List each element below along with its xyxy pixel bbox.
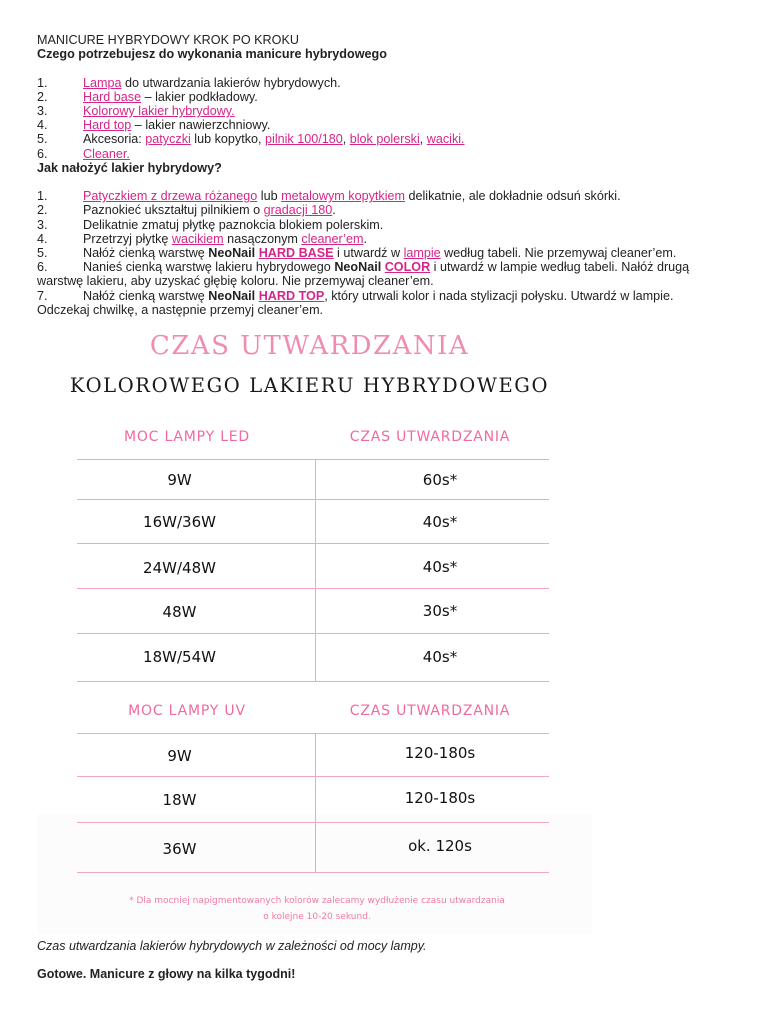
table-divider [77, 543, 549, 544]
led-power-cell: 24W/48W [143, 559, 216, 577]
item-text: – lakier podkładowy. [141, 89, 258, 104]
led-time-cell: 40s* [422, 513, 458, 531]
step-number: 4. [37, 231, 48, 246]
step-number: 7. [37, 288, 48, 303]
step [37, 218, 737, 232]
item-text: Akcesoria: [83, 132, 146, 147]
curing-time-infographic [37, 326, 597, 936]
needs-item [37, 118, 737, 132]
uv-time-cell: 120-180s [404, 789, 476, 807]
step [37, 289, 727, 317]
item-text: , [419, 132, 427, 147]
step-number: 6. [37, 260, 48, 275]
footnote-line: o kolejne 10-20 sekund. [263, 912, 371, 922]
step [37, 203, 737, 217]
step-text: i utwardź w lampie według tabeli. Nałóż drugą warstwę lakieru, aby uzyskać głębię koloru. Nie przemywaj cleaner’em. [37, 260, 690, 289]
uv-time-cell: ok. 120s [408, 837, 472, 855]
led-power-cell: 18W/54W [143, 648, 216, 666]
link-cleanerem[interactable]: cleaner’em [301, 231, 364, 246]
brand-text: NeoNail [334, 260, 385, 275]
footnote-line: * Dla mocniej napigmentowanych kolorów zalecamy wydłużenie czasu utwardzania [129, 896, 505, 906]
table-column-divider [315, 459, 316, 681]
step-text: nasączonym [223, 231, 302, 246]
needs-item [37, 104, 737, 118]
step-text: Delikatnie zmatuj płytkę paznokcia blokiem polerskim. [83, 217, 384, 232]
step-text: Nałóż cienką warstwę [83, 288, 209, 303]
table-divider [77, 499, 549, 500]
step [37, 260, 727, 288]
how-title: Jak nałożyć lakier hybrydowy? [37, 160, 222, 175]
led-power-header: MOC LAMPY LED [123, 429, 251, 445]
link-patyczkiem[interactable]: Patyczkiem z drzewa różanego [83, 189, 258, 204]
item-text: , [342, 132, 350, 147]
led-power-cell: 48W [162, 603, 197, 621]
uv-power-cell: 18W [162, 791, 197, 809]
link-wacikiem[interactable]: wacikiem [171, 231, 224, 246]
step-number: 5. [37, 246, 48, 261]
item-number: 3. [37, 104, 48, 118]
footnote [92, 893, 542, 925]
item-number: 2. [37, 89, 48, 104]
link-blok-polerski[interactable]: blok polerski [349, 132, 420, 147]
led-time-cell: 40s* [422, 648, 458, 666]
led-time-cell: 30s* [422, 602, 458, 620]
step-text: Paznokieć ukształtuj pilnikiem o [83, 203, 264, 218]
step-text: Przetrzyj płytkę [83, 231, 172, 246]
step [37, 246, 737, 260]
table-divider [77, 872, 549, 873]
needs-item [37, 90, 737, 104]
item-number: 1. [37, 75, 48, 90]
link-hard-top[interactable]: Hard top [83, 118, 132, 133]
table-divider [77, 733, 549, 734]
document-body [37, 33, 737, 317]
uv-power-header: MOC LAMPY UV [128, 703, 246, 719]
step-text: i utwardź w [333, 246, 404, 261]
table-divider [77, 633, 549, 634]
uv-time-header: CZAS UTWARDZANIA [349, 703, 511, 719]
table-divider [77, 588, 549, 589]
doc-title: MANICURE HYBRYDOWY KROK PO KROKU [37, 33, 299, 47]
needs-item [37, 76, 737, 90]
closing-text: Gotowe. Manicure z głowy na kilka tygodni! [37, 967, 296, 981]
item-text: lub kopytko, [190, 132, 266, 147]
step-text: Nałóż cienką warstwę [83, 246, 209, 261]
table-column-divider [315, 733, 316, 873]
uv-power-cell: 9W [167, 747, 192, 765]
image-caption: Czas utwardzania lakierów hybrydowych w zależności od mocy lampy. [37, 939, 427, 953]
step-text: lub [257, 189, 282, 204]
led-power-cell: 16W/36W [143, 513, 216, 531]
infographic-subtitle: KOLOROWEGO LAKIERU HYBRYDOWEGO [69, 374, 550, 397]
table-divider [77, 776, 549, 777]
table-divider [77, 822, 549, 823]
item-number: 5. [37, 132, 48, 147]
link-lampie[interactable]: lampie [403, 246, 441, 261]
link-hard-top-product[interactable]: HARD TOP [258, 288, 325, 303]
link-color-product[interactable]: COLOR [384, 260, 431, 275]
brand-text: NeoNail [208, 246, 259, 261]
link-cleaner[interactable]: Cleaner. [83, 146, 130, 161]
step-text: . [363, 231, 367, 246]
uv-time-cell: 120-180s [404, 744, 476, 762]
step-text: według tabeli. Nie przemywaj cleaner’em. [440, 246, 677, 261]
step [37, 189, 737, 203]
led-time-cell: 60s* [422, 471, 458, 489]
step-number: 1. [37, 189, 48, 204]
item-number: 6. [37, 146, 48, 161]
link-waciki[interactable]: waciki. [426, 132, 465, 147]
needs-item [37, 147, 737, 161]
link-patyczki[interactable]: patyczki [145, 132, 191, 147]
link-pilnik[interactable]: pilnik 100/180 [265, 132, 343, 147]
infographic-title: CZAS UTWARDZANIA [149, 331, 470, 361]
led-time-header: CZAS UTWARDZANIA [349, 429, 511, 445]
link-gradacji[interactable]: gradacji 180 [263, 203, 333, 218]
step-text: . [332, 203, 336, 218]
step-text: , który utrwali kolor i nada stylizacji połysku. Utwardź w lampie. Odczekaj chwilkę, a następnie przemyj cleaner’em. [37, 288, 674, 317]
item-text: – lakier nawierzchniowy. [131, 118, 271, 133]
uv-power-cell: 36W [162, 840, 197, 858]
step-text: delikatnie, ale dokładnie odsuń skórki. [404, 189, 621, 204]
led-power-cell: 9W [167, 471, 192, 489]
step-number: 2. [37, 203, 48, 218]
step-text: Nanieś cienką warstwę lakieru hybrydowego [83, 260, 335, 275]
step [37, 232, 737, 246]
item-number: 4. [37, 118, 48, 133]
step-number: 3. [37, 217, 48, 232]
needs-item [37, 132, 737, 146]
table-divider [77, 681, 549, 682]
link-kopytkiem[interactable]: metalowym kopytkiem [281, 189, 405, 204]
link-hard-base-product[interactable]: HARD BASE [258, 246, 334, 261]
link-kolorowy-lakier[interactable]: Kolorowy lakier hybrydowy. [83, 104, 235, 118]
link-lampa[interactable]: Lampa [83, 75, 122, 90]
item-text: do utwardzania lakierów hybrydowych. [121, 75, 341, 90]
led-time-cell: 40s* [422, 558, 458, 576]
doc-subtitle: Czego potrzebujesz do wykonania manicure hybrydowego [37, 47, 387, 62]
brand-text: NeoNail [208, 288, 259, 303]
link-hard-base[interactable]: Hard base [83, 89, 142, 104]
table-divider [77, 459, 549, 460]
